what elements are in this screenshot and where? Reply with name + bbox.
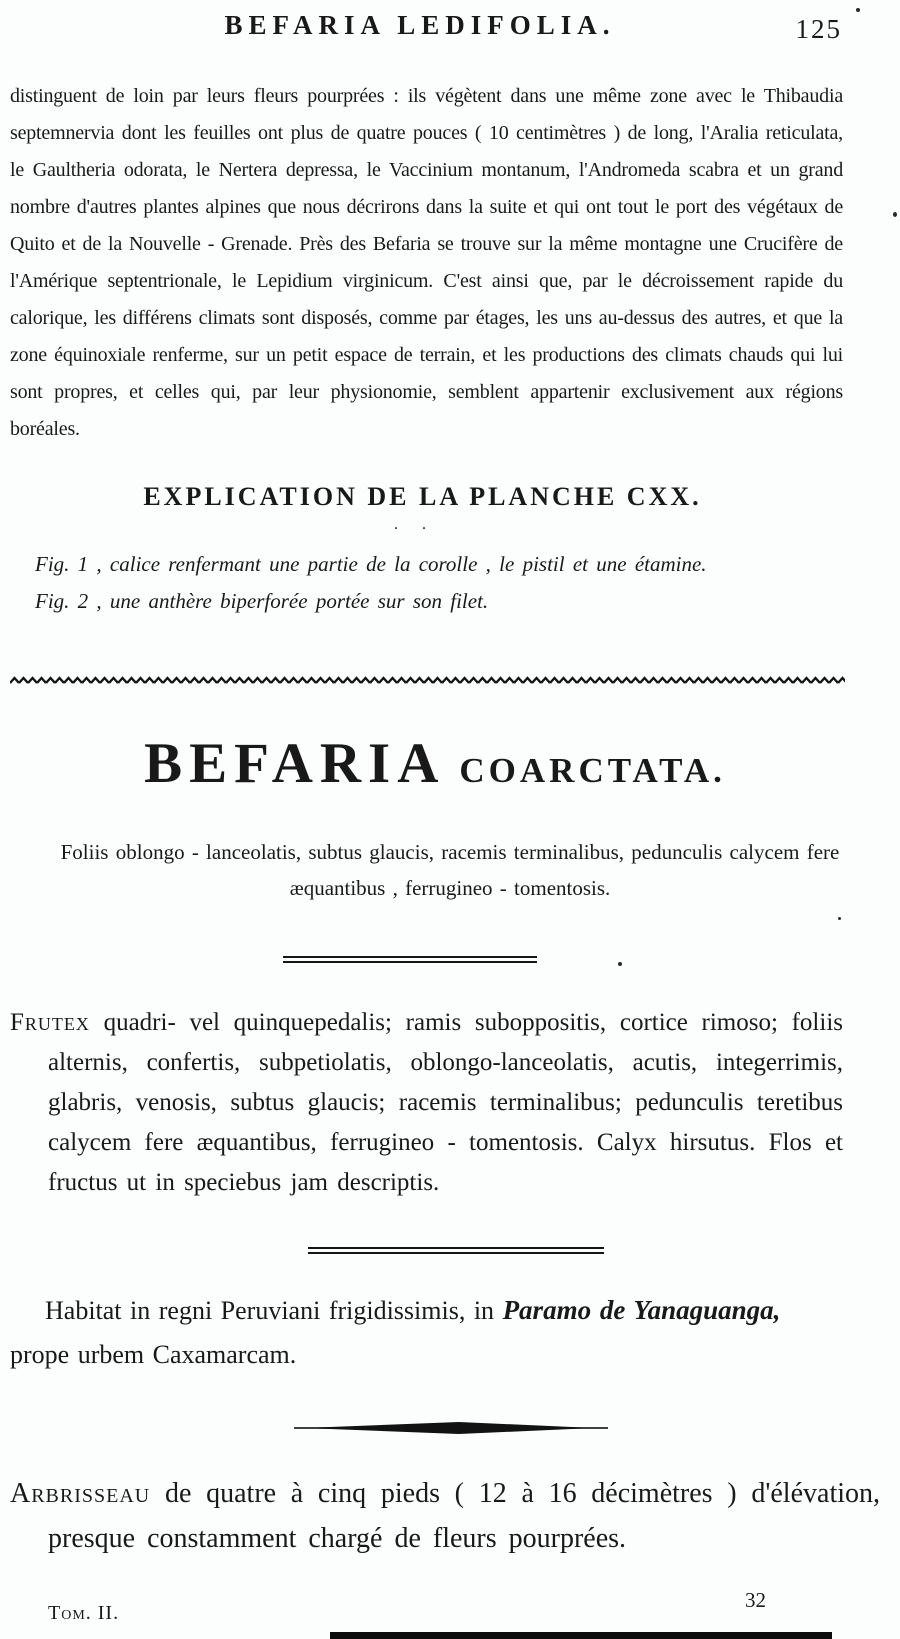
figure-caption-1: Fig. 1 , calice renfermant une partie de la corolle , le pistil et une étamine. xyxy=(35,552,707,576)
scan-speck xyxy=(618,962,622,966)
latin-diagnosis: Foliis oblongo - lanceolatis, subtus glaucis, racemis terminalibus, pedunculis calycem fere æquantibus , ferrugineo - tomentosis. xyxy=(60,840,840,900)
figure-caption-2: Fig. 2 , une anthère biperforée portée sur son filet. xyxy=(35,589,489,613)
description-body-text: quadri- vel quinquepedalis; ramis suboppositis, cortice rimoso; foliis alternis, confertis, subpetiolatis, oblongo-lanceolatis, acutis, integerrimis, glabris, venosis, subtus glaucis; racemis terminalibus; pedunculis teretibus calycem fere æquantibus, ferrugineo - tomentosis. Calyx hirsutus. Flos et fructus ut in speciebus jam descriptis. xyxy=(48,1009,843,1196)
french-paragraph: distinguent de loin par leurs fleurs pourprées : ils végètent dans une même zone avec le Thibaudia septemnervia dont les feuilles ont plus de quatre pouces ( 10 centimètres ) de long, l'Aralia reticulata, le Gaultheria odorata, le Nertera depressa, le Vaccinium montanum, l'Andromeda scabra et un grand nombre d'autres plantes alpines que nous décrirons dans la suite et qui ont tout le port des végétaux de Quito et de la Nouvelle - Grenade. Près des Befaria se trouve sur la même montagne une Crucifère de l'Amérique septentrionale, le Lepidium virginicum. C'est ainsi que, par le décroissement rapide du calorique, les différens climats sont disposés, comme par étages, les uns au-dessus des autres, et que la zone équinoxiale renferme, sur un petit espace de terrain, et les productions des climats chauds qui lui sont propres, et celles qui, par leur physionomie, semblent appartenir exclusivement aux régions boréales. xyxy=(10,85,843,440)
habitat-text-suffix: prope urbem Caxamarcam. xyxy=(10,1340,297,1369)
double-rule-divider-1 xyxy=(283,956,537,963)
scan-speck xyxy=(838,917,841,920)
species-title xyxy=(0,731,900,796)
species-title-epithet: COARCTATA. xyxy=(459,751,726,790)
volume-footer: Tom. II. xyxy=(48,1602,120,1624)
page-number: 125 xyxy=(795,14,842,44)
description-lead-word: Frutex xyxy=(10,1009,90,1036)
habitat-paragraph xyxy=(10,1288,843,1377)
page-header xyxy=(0,0,900,66)
running-title: BEFARIA LEDIFOLIA. xyxy=(224,10,616,40)
closing-body-text: de quatre à cinq pieds ( 12 à 16 décimètres ) d'élévation, presque constamment chargé de fleurs pourprées. xyxy=(48,1478,880,1554)
ornament-dots: . . xyxy=(394,516,436,533)
species-title-genus: BEFARIA xyxy=(144,732,446,795)
habitat-text-prefix: Habitat in regni Peruviani frigidissimis, in xyxy=(45,1296,503,1325)
latin-description-paragraph xyxy=(10,1003,843,1203)
closing-paragraph xyxy=(10,1471,880,1561)
closing-lead-word: Arbrisseau xyxy=(10,1478,151,1509)
swelled-rule-divider xyxy=(294,1421,608,1435)
figure-captions xyxy=(35,546,845,620)
plate-explanation-heading: EXPLICATION DE LA PLANCHE CXX. xyxy=(143,482,702,511)
double-rule-divider-2 xyxy=(308,1247,604,1254)
habitat-locality-italic: Paramo de Yanaguanga, xyxy=(502,1295,781,1325)
scan-speck xyxy=(856,8,860,12)
scan-speck xyxy=(893,212,897,217)
wavy-rule-divider xyxy=(10,676,845,685)
signature-mark: 32 xyxy=(745,1588,766,1612)
scan-artifact-bar xyxy=(330,1632,832,1639)
